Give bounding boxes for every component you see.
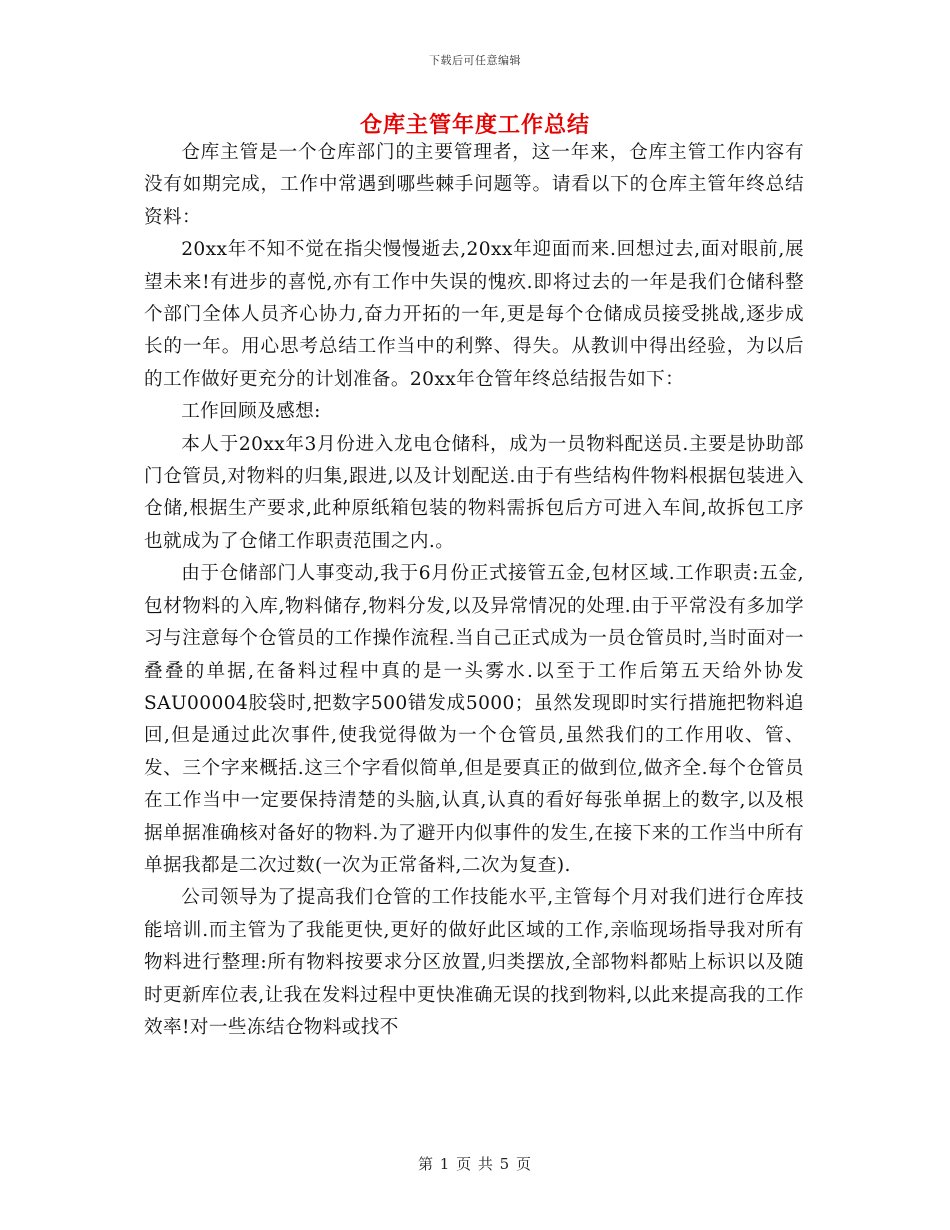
paragraph-training: 公司领导为了提高我们仓管的工作技能水平,主管每个月对我们进行仓库技能培训.而主管为了我能更快,更好的做好此区域的工作,亲临现场指导我对所有物料进行整理:所有物料按要求分区放置,归类摆放,全部物料都贴上标识以及随时更新库位表,让我在发料过程中更快准确无误的找到物料,以此来提高我的工作效率!对一些冻结仓物料或找不 [144, 887, 804, 1038]
page-header-note: 下载后可任意编辑 [429, 54, 521, 67]
paragraph-intro: 仓库主管是一个仓库部门的主要管理者，这一年来，仓库主管工作内容有没有如期完成，工作中常遇到哪些棘手问题等。请看以下的仓库主管年终总结资料： [144, 142, 804, 228]
paragraph-section-heading: 工作回顾及感想: [181, 401, 321, 423]
paragraph-year-review: 20xx年不知不觉在指尖慢慢逝去,20xx年迎面而来.回想过去,面对眼前,展望未来!有进步的喜悦,亦有工作中失误的愧疚.即将过去的一年是我们仓储科整个部门全体人员齐心协力,奋力开拓的一年,更是每个仓储成员接受挑战,逐步成长的一年。用心思考总结工作当中的利弊、得失。从教训中得出经验，为以后的工作做好更充分的计划准备。20xx年仓管年终总结报告如下： [144, 239, 804, 390]
paragraph-takeover: 由于仓储部门人事变动,我于6月份正式接管五金,包材区域.工作职责:五金,包材物料的入库,物料储存,物料分发,以及异常情况的处理.由于平常没有多加学习与注意每个仓管员的工作操作流程.当自己正式成为一员仓管员时,当时面对一叠叠的单据,在备料过程中真的是一头雾水.以至于工作后第五天给外协发SAU00004胶袋时,把数字500错发成5000；虽然发现即时实行措施把物料追回,但是通过此次事件,使我觉得做为一个仓管员,虽然我们的工作用收、管、发、三个字来概括.这三个字看似简单,但是要真正的做到位,做齐全.每个仓管员在工作当中一定要保持清楚的头脑,认真,认真的看好每张单据上的数字,以及根据单据准确核对备好的物料.为了避开内似事件的发生,在接下来的工作当中所有单据我都是二次过数(一次为正常备料,二次为复查). [144, 563, 804, 876]
paragraph-joining: 本人于20xx年3月份进入龙电仓储科，成为一员物料配送员.主要是协助部门仓管员,对物料的归集,跟进,以及计划配送.由于有些结构件物料根据包装进入仓储,根据生产要求,此种原纸箱包装的物料需拆包后方可进入车间,故拆包工序也就成为了仓储工作职责范围之内.。 [144, 433, 804, 552]
page-number: 第 1 页 共 5 页 [418, 1155, 532, 1173]
document-body [144, 137, 804, 1044]
document-title: 仓库主管年度工作总结 [359, 112, 590, 138]
